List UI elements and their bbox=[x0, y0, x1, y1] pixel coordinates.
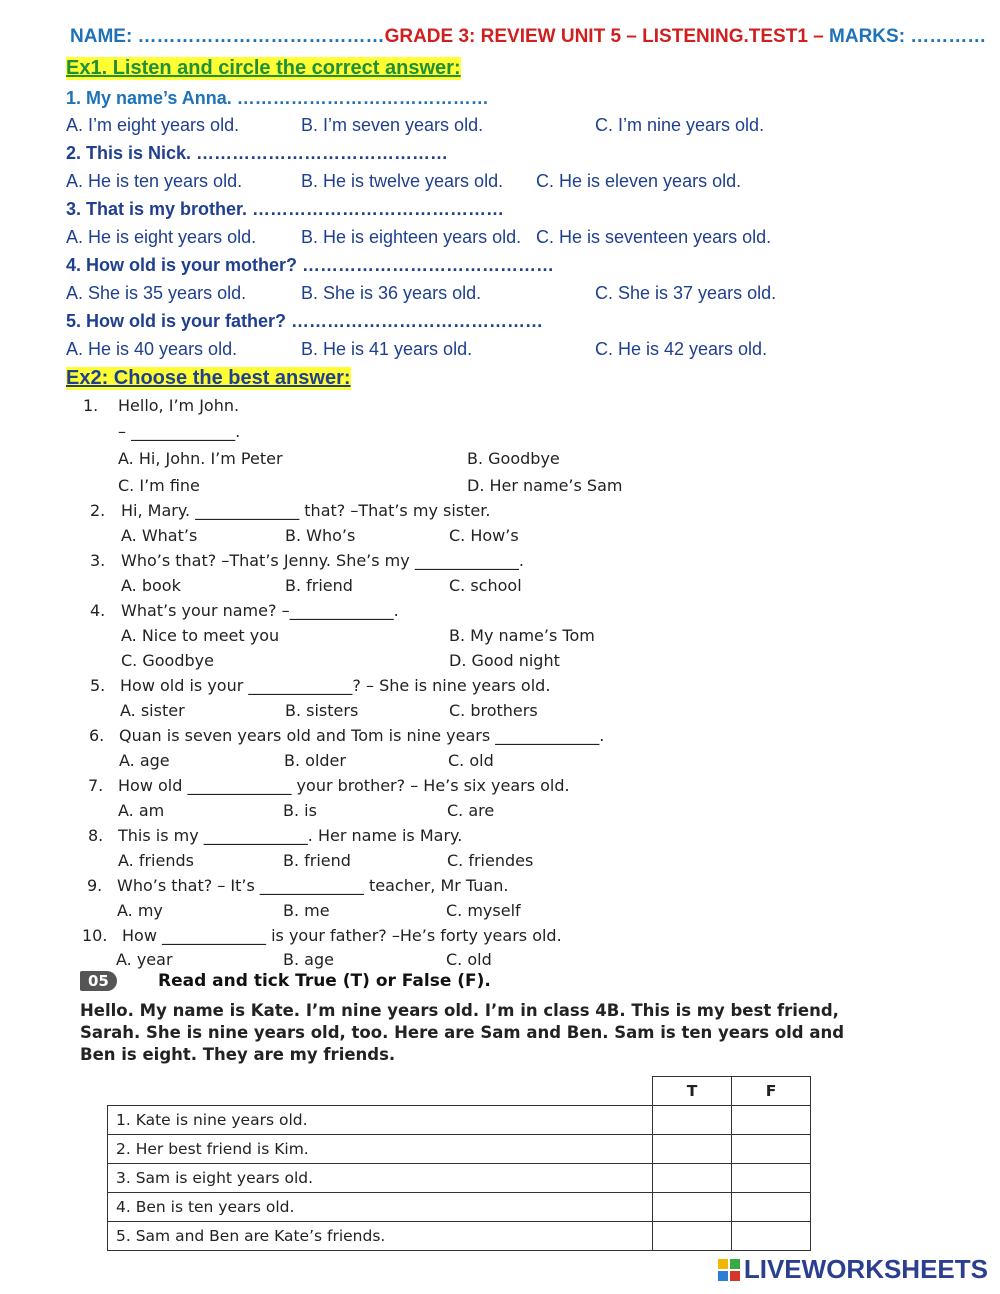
statement-2: 2. Her best friend is Kim. bbox=[108, 1135, 653, 1164]
table-header-row bbox=[108, 1077, 811, 1106]
statement-3: 3. Sam is eight years old. bbox=[108, 1164, 653, 1193]
ex1-q2-option-c[interactable]: C. He is eleven years old. bbox=[536, 171, 742, 191]
table-row bbox=[108, 1164, 811, 1193]
ex2-q5-number: 5. bbox=[90, 676, 106, 695]
ex1-q3-option-c[interactable]: C. He is seventeen years old. bbox=[536, 227, 772, 247]
name-field[interactable]: NAME: ………………………………… bbox=[70, 26, 385, 47]
table-header-blank bbox=[108, 1077, 653, 1106]
logo-text: LIVEWORKSHEETS bbox=[743, 1254, 988, 1284]
statement-1-false-cell[interactable] bbox=[732, 1106, 811, 1135]
liveworksheets-logo[interactable] bbox=[718, 1254, 988, 1285]
ex2-q1-option-b[interactable]: B. Goodbye bbox=[467, 449, 560, 468]
table-row bbox=[108, 1135, 811, 1164]
ex2-q10-text: How _____________ is your father? –He’s forty years old. bbox=[122, 926, 562, 945]
ex2-q6-option-a[interactable]: A. age bbox=[119, 751, 170, 770]
ex1-q4-option-a[interactable]: A. She is 35 years old. bbox=[66, 283, 247, 303]
ex2-q4-number: 4. bbox=[90, 601, 106, 620]
ex2-q10-option-a[interactable]: A. year bbox=[116, 950, 173, 969]
ex2-q7-text: How old _____________ your brother? – He’s six years old. bbox=[118, 776, 570, 795]
ex2-q2-option-b[interactable]: B. Who’s bbox=[285, 526, 356, 545]
true-false-table bbox=[107, 1076, 811, 1251]
ex2-q7-number: 7. bbox=[88, 776, 104, 795]
ex1-q4-option-c[interactable]: C. She is 37 years old. bbox=[595, 283, 777, 303]
column-header-true: T bbox=[653, 1077, 732, 1106]
statement-1: 1. Kate is nine years old. bbox=[108, 1106, 653, 1135]
statement-2-false-cell[interactable] bbox=[732, 1135, 811, 1164]
ex2-q4-option-a[interactable]: A. Nice to meet you bbox=[121, 626, 280, 645]
statement-2-true-cell[interactable] bbox=[653, 1135, 732, 1164]
table-row bbox=[108, 1106, 811, 1135]
ex2-q2-option-a[interactable]: A. What’s bbox=[121, 526, 198, 545]
ex1-q2-option-a[interactable]: A. He is ten years old. bbox=[66, 171, 243, 191]
ex2-q1-number: 1. bbox=[83, 396, 99, 415]
ex1-q3-option-b[interactable]: B. He is eighteen years old. bbox=[301, 227, 522, 247]
ex1-q1-option-c[interactable]: C. I’m nine years old. bbox=[595, 115, 765, 135]
ex2-q9-option-a[interactable]: A. my bbox=[117, 901, 163, 920]
ex2-q4-option-d[interactable]: D. Good night bbox=[449, 651, 560, 670]
section-number-badge: 05 bbox=[80, 971, 117, 991]
ex2-q7-option-b[interactable]: B. is bbox=[283, 801, 317, 820]
ex1-q5-option-b[interactable]: B. He is 41 years old. bbox=[301, 339, 473, 359]
ex1-q3-option-a[interactable]: A. He is eight years old. bbox=[66, 227, 257, 247]
ex2-q9-number: 9. bbox=[87, 876, 103, 895]
ex2-q1-option-a[interactable]: A. Hi, John. I’m Peter bbox=[118, 449, 283, 468]
ex2-q3-text: Who’s that? –That’s Jenny. She’s my _____________. bbox=[121, 551, 524, 570]
ex2-q6-option-b[interactable]: B. older bbox=[284, 751, 346, 770]
ex1-heading: Ex1. Listen and circle the correct answer: bbox=[66, 57, 461, 79]
statement-4-false-cell[interactable] bbox=[732, 1193, 811, 1222]
ex2-q3-option-b[interactable]: B. friend bbox=[285, 576, 353, 595]
header-dash: – bbox=[807, 26, 830, 47]
ex2-q6-number: 6. bbox=[89, 726, 105, 745]
statement-5: 5. Sam and Ben are Kate’s friends. bbox=[108, 1222, 653, 1251]
ex2-q8-text: This is my _____________. Her name is Mary. bbox=[118, 826, 463, 845]
ex2-q3-option-c[interactable]: C. school bbox=[449, 576, 522, 595]
ex1-question-3: 3. That is my brother. …………………………………… bbox=[66, 199, 505, 219]
column-header-false: F bbox=[732, 1077, 811, 1106]
ex2-q1-option-c[interactable]: C. I’m fine bbox=[118, 476, 200, 495]
ex1-question-4: 4. How old is your mother? …………………………………… bbox=[66, 255, 555, 275]
statement-4: 4. Ben is ten years old. bbox=[108, 1193, 653, 1222]
ex1-question-1: 1. My name’s Anna. …………………………………… bbox=[66, 88, 489, 108]
statement-1-true-cell[interactable] bbox=[653, 1106, 732, 1135]
ex2-heading: Ex2: Choose the best answer: bbox=[66, 367, 351, 389]
ex2-q10-option-b[interactable]: B. age bbox=[283, 950, 334, 969]
ex2-q9-text: Who’s that? – It’s _____________ teacher, Mr Tuan. bbox=[117, 876, 509, 895]
statement-3-true-cell[interactable] bbox=[653, 1164, 732, 1193]
statement-5-false-cell[interactable] bbox=[732, 1222, 811, 1251]
ex1-question-2: 2. This is Nick. …………………………………… bbox=[66, 143, 449, 163]
table-row bbox=[108, 1193, 811, 1222]
ex1-q5-option-a[interactable]: A. He is 40 years old. bbox=[66, 339, 238, 359]
ex2-q3-option-a[interactable]: A. book bbox=[121, 576, 181, 595]
statement-4-true-cell[interactable] bbox=[653, 1193, 732, 1222]
ex2-q5-option-c[interactable]: C. brothers bbox=[449, 701, 538, 720]
reading-passage: Hello. My name is Kate. I’m nine years old. I’m in class 4B. This is my best friend, Sarah. She is nine years old, too. Here are Sam and Ben. Sam is ten years old and Ben is eight. They are my friends. bbox=[80, 1001, 845, 1064]
ex1-question-5: 5. How old is your father? …………………………………… bbox=[66, 311, 544, 331]
ex2-q7-option-a[interactable]: A. am bbox=[118, 801, 165, 820]
ex1-q5-option-c[interactable]: C. He is 42 years old. bbox=[595, 339, 768, 359]
ex2-q6-text: Quan is seven years old and Tom is nine years _____________. bbox=[119, 726, 605, 745]
ex2-q2-option-c[interactable]: C. How’s bbox=[449, 526, 519, 545]
ex2-q1-option-d[interactable]: D. Her name’s Sam bbox=[467, 476, 623, 495]
ex2-q7-option-c[interactable]: C. are bbox=[447, 801, 495, 820]
ex2-q2-text: Hi, Mary. _____________ that? –That’s my sister. bbox=[121, 501, 491, 520]
ex2-q6-option-c[interactable]: C. old bbox=[448, 751, 494, 770]
ex2-q8-option-a[interactable]: A. friends bbox=[118, 851, 194, 870]
ex2-q8-number: 8. bbox=[88, 826, 104, 845]
ex1-q4-option-b[interactable]: B. She is 36 years old. bbox=[301, 283, 482, 303]
table-row bbox=[108, 1222, 811, 1251]
ex2-q10-number: 10. bbox=[82, 926, 108, 945]
ex2-q9-option-b[interactable]: B. me bbox=[283, 901, 330, 920]
ex2-q8-option-c[interactable]: C. friendes bbox=[447, 851, 534, 870]
ex3-heading: Read and tick True (T) or False (F). bbox=[158, 971, 491, 991]
ex2-q5-option-a[interactable]: A. sister bbox=[120, 701, 185, 720]
ex1-q1-option-b[interactable]: B. I’m seven years old. bbox=[301, 115, 484, 135]
statement-3-false-cell[interactable] bbox=[732, 1164, 811, 1193]
ex2-q3-number: 3. bbox=[90, 551, 106, 570]
ex2-q4-option-b[interactable]: B. My name’s Tom bbox=[449, 626, 595, 645]
ex2-q4-text: What’s your name? –_____________. bbox=[121, 601, 399, 620]
ex2-q9-option-c[interactable]: C. myself bbox=[446, 901, 521, 920]
ex2-q1-blank[interactable]: – _____________. bbox=[118, 422, 241, 441]
statement-5-true-cell[interactable] bbox=[653, 1222, 732, 1251]
ex1-q2-option-b[interactable]: B. He is twelve years old. bbox=[301, 171, 504, 191]
ex2-q2-number: 2. bbox=[90, 501, 106, 520]
ex1-q1-option-a[interactable]: A. I’m eight years old. bbox=[66, 115, 240, 135]
ex2-q1-text: Hello, I’m John. bbox=[118, 396, 240, 415]
ex2-q4-option-c[interactable]: C. Goodbye bbox=[121, 651, 214, 670]
ex2-q8-option-b[interactable]: B. friend bbox=[283, 851, 351, 870]
ex2-q5-text: How old is your _____________? – She is nine years old. bbox=[120, 676, 551, 695]
worksheet-title: GRADE 3: REVIEW UNIT 5 – LISTENING.TEST1 bbox=[384, 26, 808, 47]
ex2-q10-option-c[interactable]: C. old bbox=[446, 950, 492, 969]
worksheet-header bbox=[70, 26, 986, 48]
ex2-q5-option-b[interactable]: B. sisters bbox=[285, 701, 359, 720]
marks-field[interactable]: MARKS: ………… bbox=[829, 26, 987, 47]
liveworksheets-logo-icon bbox=[718, 1259, 740, 1281]
